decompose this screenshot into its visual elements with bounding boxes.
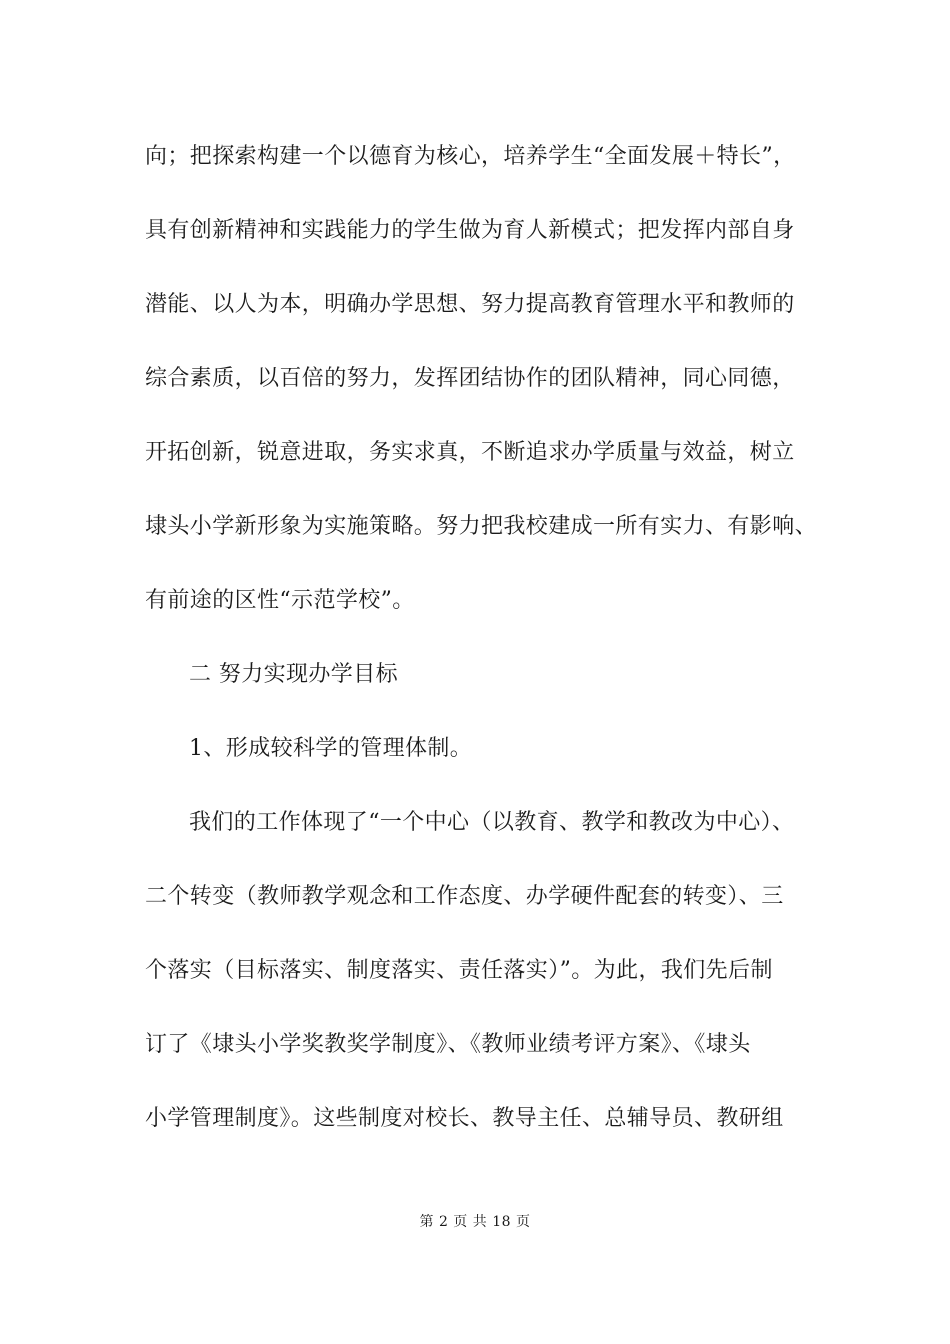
subsection-heading: 1、形成较科学的管理体制。 (189, 736, 473, 761)
text-line: 二个转变（教师教学观念和工作态度、办学硬件配套的转变）、三 (145, 884, 784, 909)
page-number-footer: 第 2 页 共 18 页 (419, 1214, 531, 1230)
text-line: 有前途的区性“示范学校”。 (145, 588, 415, 613)
text-line: 埭头小学新形象为实施策略。努力把我校建成一所有实力、有影响、 (145, 514, 818, 539)
text-line: 潜能、以人为本，明确办学思想、努力提高教育管理水平和教师的 (145, 292, 795, 317)
text-line: 具有创新精神和实践能力的学生做为育人新模式；把发挥内部自身 (145, 218, 795, 243)
text-line: 订了《埭头小学奖教奖学制度》、《教师业绩考评方案》、《埭头 (145, 1032, 751, 1057)
text-line: 个落实（目标落实、制度落实、责任落实）”。为此，我们先后制 (145, 958, 773, 983)
section-heading: 二 努力实现办学目标 (189, 662, 398, 687)
text-line: 综合素质，以百倍的努力，发挥团结协作的团队精神，同心同德， (145, 366, 795, 391)
text-line: 我们的工作体现了“一个中心（以教育、教学和教改为中心）、 (189, 810, 795, 835)
text-line: 小学管理制度》。这些制度对校长、教导主任、总辅导员、教研组 (145, 1106, 784, 1131)
text-line: 开拓创新，锐意进取，务实求真，不断追求办学质量与效益，树立 (145, 440, 795, 465)
text-line: 向；把探索构建一个以德育为核心，培养学生“全面发展＋特长”， (145, 144, 796, 169)
